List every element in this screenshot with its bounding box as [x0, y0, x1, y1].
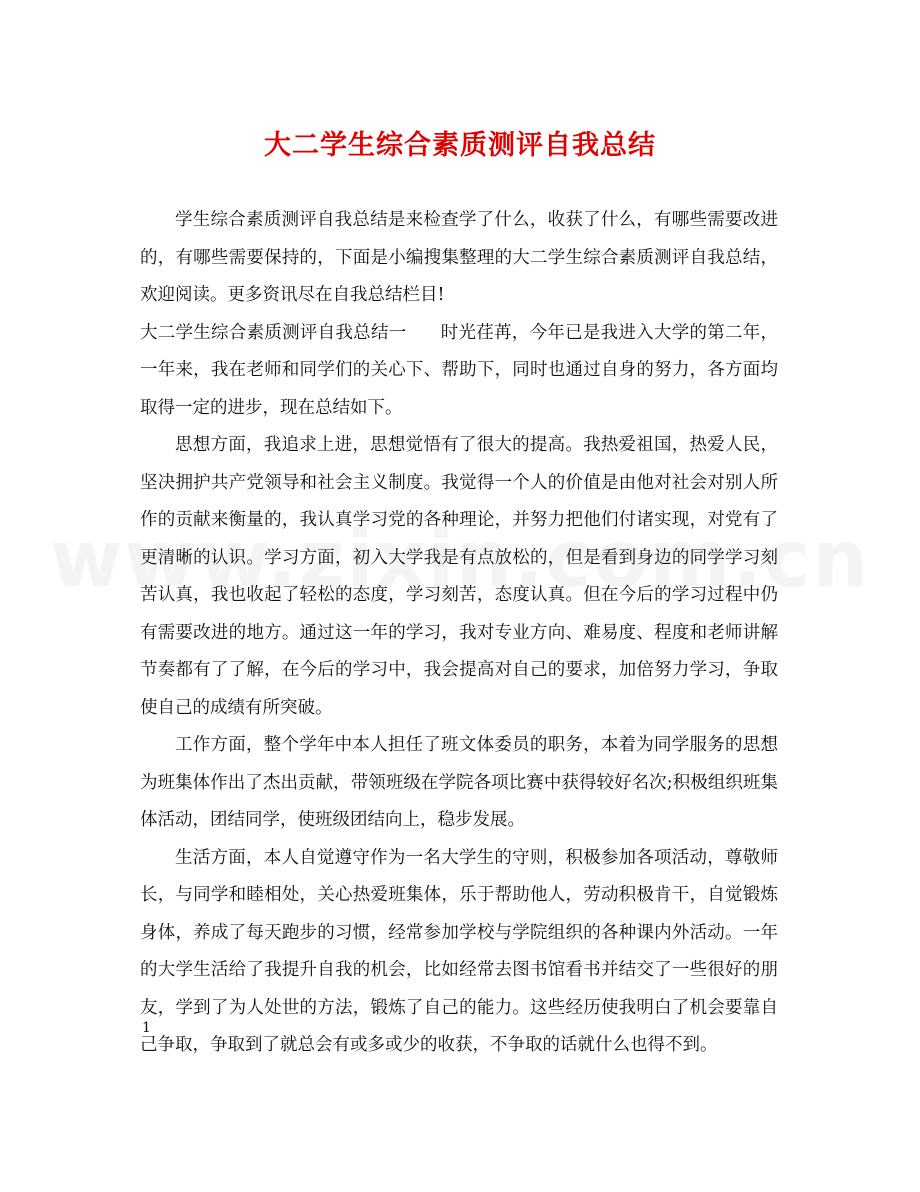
intro-paragraph: 学生综合素质测评自我总结是来检查学了什么，收获了什么，有哪些需要改进的，有哪些需要保持的，下面是小编搜集整理的大二学生综合素质测评自我总结，欢迎阅读。更多资讯尽在自我总结栏目!: [140, 210, 778, 305]
document-body: [140, 202, 778, 1065]
section-heading: 大二学生综合素质测评自我总结一: [140, 322, 407, 343]
thought-paragraph: 思想方面，我追求上进，思想觉悟有了很大的提高。我热爱祖国，热爱人民，坚决拥护共产党领导和社会主义制度。我觉得一个人的价值是由他对社会对别人所作的贡献来衡量的，我认真学习党的各种理论，并努力把他们付诸实现，对党有了更清晰的认识。学习方面，初入大学我是有点放松的，但是看到身边的同学学习刻苦认真，我也收起了轻松的态度，学习刻苦，态度认真。但在今后的学习过程中仍有需要改进的地方。通过这一年的学习，我对专业方向、难易度、程度和老师讲解节奏都有了了解，在今后的学习中，我会提高对自己的要求，加倍努力学习，争取使自己的成绩有所突破。: [140, 435, 778, 718]
document-title: 大二学生综合素质测评自我总结: [264, 130, 656, 161]
work-paragraph: 工作方面，整个学年中本人担任了班文体委员的职务，本着为同学服务的思想为班集体作出了杰出贡献，带领班级在学院各项比赛中获得较好名次;积极组织班集体活动，团结同学，使班级团结向上，稳步发展。: [140, 735, 778, 830]
life-paragraph: 生活方面，本人自觉遵守作为一名大学生的守则，积极参加各项活动，尊敬师长，与同学和睦相处，关心热爱班集体，乐于帮助他人，劳动积极肯干，自觉锻炼身体，养成了每天跑步的习惯，经常参加学校与学院组织的各种课内外活动。一年的大学生活给了我提升自我的机会，比如经常去图书馆看书并结交了一些很好的朋友，学到了为人处世的方法，锻炼了自己的能力。这些经历使我明白了机会要靠自己争取，争取到了就总会有或多或少的收获，不争取的话就什么也得不到。: [140, 847, 778, 1055]
section-first-text: 时光荏苒，今年已是我进入大学的第二年，一年来，我在老师和同学们的关心下、帮助下，同时也通过自身的努力，各方面均取得一定的进步，现在总结如下。: [140, 322, 779, 418]
section-paragraph: [140, 315, 778, 428]
page-number: 1: [142, 1020, 151, 1036]
